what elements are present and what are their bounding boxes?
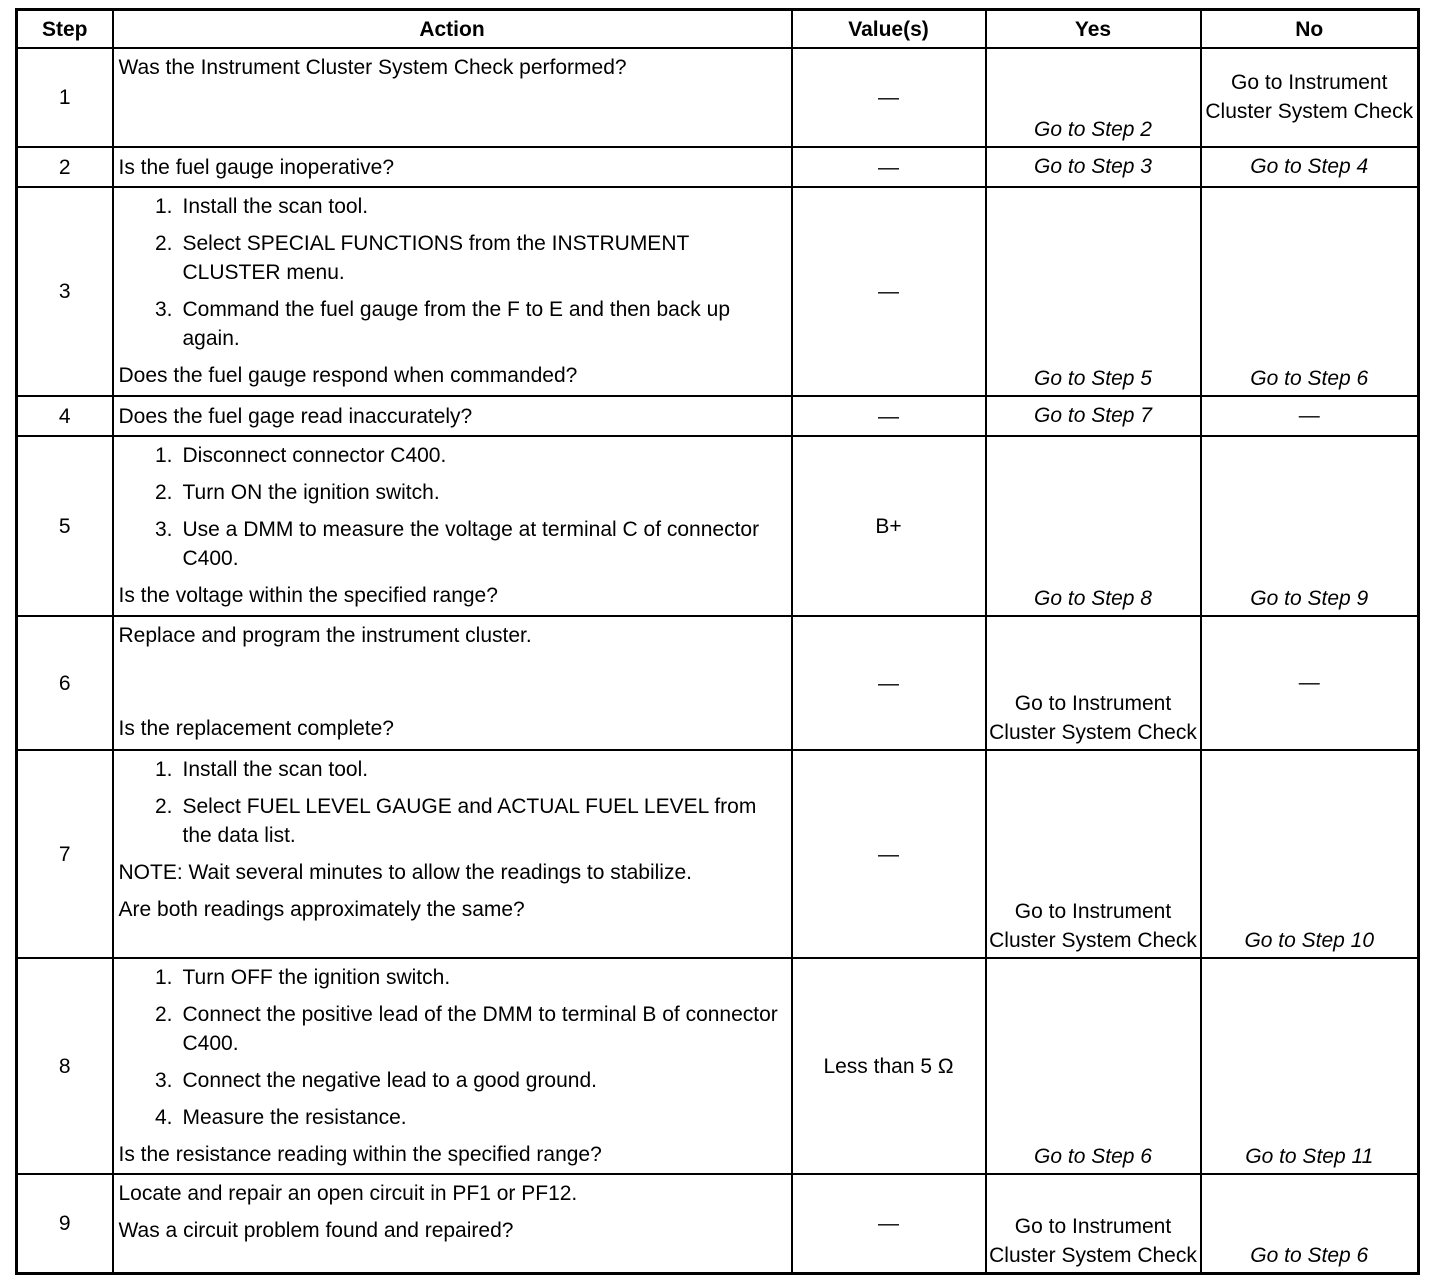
no-cell: Go to Step 4 <box>1201 147 1419 187</box>
yes-cell: Go to Step 8 <box>986 436 1201 616</box>
table-row <box>17 48 1419 147</box>
item-number: 3. <box>154 518 173 541</box>
table-row <box>17 1174 1419 1273</box>
item-text: Turn OFF the ignition switch. <box>182 966 451 989</box>
value-cell: — <box>792 750 986 958</box>
header-no: No <box>1201 10 1419 49</box>
value-cell: — <box>792 187 986 396</box>
action-cell <box>113 958 792 1174</box>
table-row <box>17 187 1419 396</box>
step-number: 2 <box>17 147 113 187</box>
action-note: NOTE: Wait several minutes to allow the readings to stabilize. <box>118 861 692 884</box>
item-text: Select FUEL LEVEL GAUGE and ACTUAL FUEL LEVEL from the data list. <box>182 795 757 847</box>
yes-cell: Go to Instrument Cluster System Check <box>986 1174 1201 1273</box>
header-row <box>17 10 1419 49</box>
no-cell: Go to Step 9 <box>1201 436 1419 616</box>
no-cell: Go to Step 6 <box>1201 1174 1419 1273</box>
yes-cell: Go to Step 5 <box>986 187 1201 396</box>
item-number: 4. <box>154 1106 173 1129</box>
yes-cell: Go to Step 2 <box>986 48 1201 147</box>
no-cell: Go to Step 11 <box>1201 958 1419 1174</box>
item-number: 1. <box>154 444 173 467</box>
item-number: 3. <box>154 298 173 321</box>
step-number: 4 <box>17 396 113 436</box>
list-item <box>119 1066 785 1095</box>
list-item <box>119 229 785 287</box>
yes-cell: Go to Instrument Cluster System Check <box>986 750 1201 958</box>
item-number: 2. <box>154 1003 173 1026</box>
table-row <box>17 616 1419 750</box>
no-cell: — <box>1201 616 1419 750</box>
table-row <box>17 750 1419 958</box>
action-question: Are both readings approximately the same? <box>118 898 525 921</box>
list-item <box>119 1103 785 1132</box>
action-steps-list <box>119 963 785 1132</box>
action-content <box>119 621 785 743</box>
yes-cell: Go to Instrument Cluster System Check <box>986 616 1201 750</box>
action-question: Is the resistance reading within the specified range? <box>118 1143 602 1166</box>
item-number: 2. <box>154 232 173 255</box>
no-cell: Go to Step 6 <box>1201 187 1419 396</box>
action-question: Is the replacement complete? <box>118 717 394 740</box>
value-cell: — <box>792 396 986 436</box>
item-text: Measure the resistance. <box>182 1106 407 1129</box>
diagnostic-table-wrapper <box>15 8 1420 1275</box>
action-steps-list <box>119 441 785 573</box>
no-cell: Go to Step 10 <box>1201 750 1419 958</box>
yes-cell: Go to Step 3 <box>986 147 1201 187</box>
item-text: Connect the positive lead of the DMM to terminal B of connector C400. <box>182 1003 778 1055</box>
action-intro: Locate and repair an open circuit in PF1 or PF12. <box>118 1182 578 1205</box>
item-number: 1. <box>154 966 173 989</box>
table-row <box>17 436 1419 616</box>
action-question: Is the fuel gauge inoperative? <box>118 155 395 179</box>
action-steps-list <box>119 192 785 353</box>
header-action: Action <box>113 10 792 49</box>
item-text: Connect the negative lead to a good ground. <box>182 1069 597 1092</box>
list-item <box>119 478 785 507</box>
list-item <box>119 441 785 470</box>
list-item <box>119 1000 785 1058</box>
item-text: Install the scan tool. <box>182 195 369 218</box>
list-item <box>119 792 785 850</box>
step-number: 5 <box>17 436 113 616</box>
step-number: 8 <box>17 958 113 1174</box>
action-steps-list <box>119 755 785 850</box>
action-cell <box>113 1174 792 1273</box>
list-item <box>119 963 785 992</box>
action-cell <box>113 436 792 616</box>
value-cell: — <box>792 1174 986 1273</box>
no-cell: Go to Instrument Cluster System Check <box>1201 48 1419 147</box>
table-row <box>17 396 1419 436</box>
item-number: 1. <box>154 195 173 218</box>
header-values: Value(s) <box>792 10 986 49</box>
list-item <box>119 515 785 573</box>
value-cell: B+ <box>792 436 986 616</box>
value-cell: — <box>792 147 986 187</box>
item-number: 1. <box>154 758 173 781</box>
step-number: 9 <box>17 1174 113 1273</box>
action-cell <box>113 147 792 187</box>
list-item <box>119 755 785 784</box>
header-step: Step <box>17 10 113 49</box>
item-text: Select SPECIAL FUNCTIONS from the INSTRUMENT CLUSTER menu. <box>182 232 689 284</box>
list-item <box>119 192 785 221</box>
item-text: Turn ON the ignition switch. <box>182 481 440 504</box>
action-question: Does the fuel gage read inaccurately? <box>118 404 473 428</box>
yes-cell: Go to Step 6 <box>986 958 1201 1174</box>
action-question: Does the fuel gauge respond when commanded? <box>118 364 578 387</box>
table-row <box>17 958 1419 1174</box>
header-yes: Yes <box>986 10 1201 49</box>
action-cell <box>113 616 792 750</box>
step-number: 6 <box>17 616 113 750</box>
value-cell: — <box>792 48 986 147</box>
step-number: 1 <box>17 48 113 147</box>
action-cell <box>113 48 792 147</box>
diagnostic-table <box>15 8 1420 1275</box>
step-number: 7 <box>17 750 113 958</box>
action-question: Was a circuit problem found and repaired? <box>118 1219 514 1242</box>
step-number: 3 <box>17 187 113 396</box>
action-question: Was the Instrument Cluster System Check performed? <box>118 56 627 79</box>
action-question: Is the voltage within the specified range? <box>118 584 498 607</box>
item-number: 2. <box>154 795 173 818</box>
value-cell: Less than 5 Ω <box>792 958 986 1174</box>
no-cell: — <box>1201 396 1419 436</box>
item-number: 2. <box>154 481 173 504</box>
action-cell <box>113 750 792 958</box>
action-cell <box>113 396 792 436</box>
item-text: Use a DMM to measure the voltage at terminal C of connector C400. <box>182 518 760 570</box>
value-cell: — <box>792 616 986 750</box>
action-intro: Replace and program the instrument cluster. <box>118 624 532 647</box>
list-item <box>119 295 785 353</box>
action-cell <box>113 187 792 396</box>
item-text: Command the fuel gauge from the F to E and then back up again. <box>182 298 730 350</box>
item-text: Install the scan tool. <box>182 758 369 781</box>
yes-cell: Go to Step 7 <box>986 396 1201 436</box>
item-number: 3. <box>154 1069 173 1092</box>
item-text: Disconnect connector C400. <box>182 444 447 467</box>
table-row <box>17 147 1419 187</box>
